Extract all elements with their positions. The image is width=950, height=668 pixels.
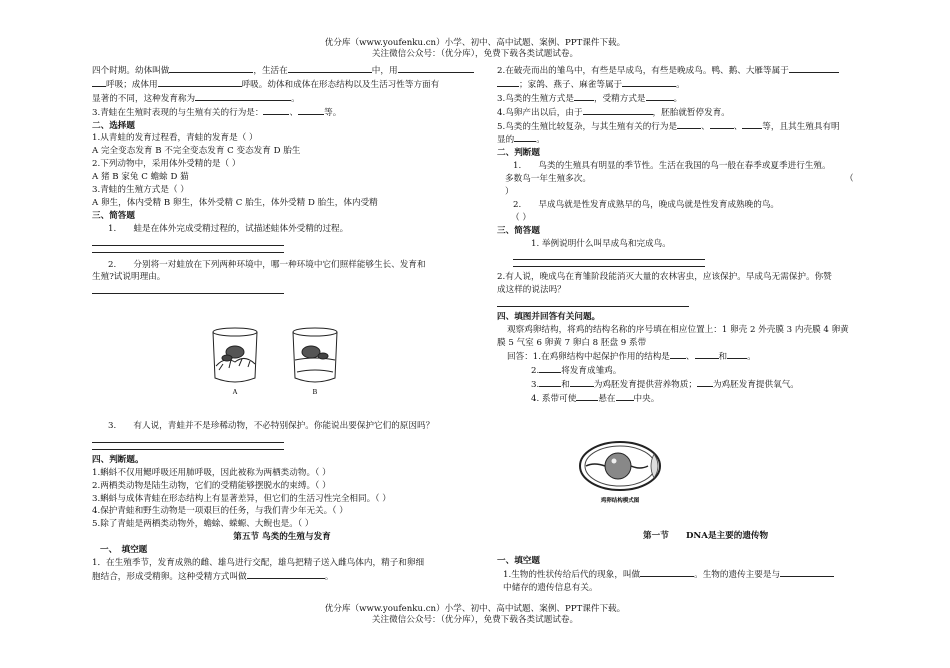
answer-line [92, 293, 284, 294]
section-title: 第五节 鸟类的生殖与发育 [233, 532, 331, 543]
header-line-2: 关注微信公众号：（优分库），免费下载各类试题试卷。 [371, 48, 579, 59]
section-heading: 四、填图并回答有关问题。 [497, 312, 601, 323]
frog-jar-figure [205, 326, 355, 394]
judgement-item: 2.两栖类动物是陆生动物，它们的受精能够摆脱水的束缚。（ ） [92, 480, 331, 491]
right-text-line: 4.鸟卵产出以后，由于 ，胚胎就暂停发育。 [497, 107, 730, 118]
judgement-item: 3.蝌蚪与成体青蛙在形态结构上有显著差异，但它们的生活习性完全相同。（ ） [92, 493, 391, 504]
header-line-1: 优分库（www.youfenku.cn）小学、初中、高中试题、案例、PPT课件下载。 [324, 38, 626, 48]
jar-b-label: B [312, 388, 318, 394]
question: 3. 有人说，青蛙并不是珍稀动物，不必特别保护。你能说出要保护它们的原因吗？ [108, 421, 435, 431]
question: 2. 分别将一对蛙放在下列两种环境中，哪一种环境中它们照样能够生长、发育和 [108, 259, 426, 270]
judgement-item: 5.除了青蛙是两栖类动物外，蟾蜍、蝾螈、大鲵也是。（ ） [92, 519, 314, 530]
egg-caption: 鸡卵结构模式图 [600, 498, 640, 504]
footer-line-1: 优分库（www.youfenku.cn）小学、初中、高中试题、案例、PPT课件下载。 [324, 604, 626, 614]
right-text-line: 中储存的遗传信息有关。 [503, 582, 598, 593]
left-text-line: 3.青蛙在生殖时表现的与生殖有关的行为是： 、 等。 [92, 107, 342, 118]
right-text-line: 3.鸟类的生殖方式是 ，受精方式是 。 [497, 93, 683, 104]
right-text-line: 观察鸡卵结构，将鸡的结构名称的序号填在相应位置上：1 卵壳 2 外壳膜 3 内壳膜 4 卵黄 [507, 325, 849, 336]
answer-line [92, 449, 284, 450]
question: 成这样的说法吗？ [497, 285, 566, 296]
section-heading: 一、 填空题 [100, 545, 148, 556]
right-column-lower [497, 530, 877, 595]
judgement-item: 2. 早成鸟就是性发育成熟早的鸟，晚成鸟就是性发育成熟晚的鸟。 [513, 199, 780, 210]
jar-a-label: A [232, 388, 238, 394]
left-text-line: 显著的不同，这种发育称为 。 [92, 93, 300, 104]
judgement-item: 4.保护青蛙和野生动物是一项艰巨的任务，与我们青少年无关。（ ） [92, 506, 348, 517]
judgement-paren: ） [505, 187, 514, 198]
section-heading: 三、简答题 [92, 210, 135, 221]
left-column [92, 64, 472, 298]
question: 3.青蛙的生殖方式是（ ） [92, 185, 189, 196]
right-text-line: ；家鸽、燕子、麻雀等属于 。 [497, 78, 877, 92]
section-title: 第一节 DNA是主要的遗传物 [643, 531, 769, 541]
egg-structure-figure [572, 436, 672, 508]
answer-line [92, 245, 284, 246]
left-text-line: 四个时期。幼体叫做 ，生活在 中，用 [92, 64, 472, 78]
answer-line [497, 306, 689, 307]
question-options: A 完全变态发育 B 不完全变态发育 C 变态发育 D 胎生 [92, 146, 301, 157]
judgement-item: 1. 鸟类的生殖具有明显的季节性。生活在我国的鸟一般在春季或夏季进行生殖。 [513, 161, 831, 172]
section-heading: 三、简答题 [497, 225, 540, 236]
question: 生殖?试说明理由。 [92, 272, 166, 283]
question: 2.下列动物中，采用体外受精的是（ ） [92, 159, 241, 170]
jar-b-icon [293, 328, 337, 382]
section-heading: 二、判断题 [497, 148, 540, 159]
left-column-lower [92, 420, 472, 584]
right-text-line: 5.鸟类的生殖比较复杂，与其生殖有关的行为是 、 、 等，且其生殖具有明 [497, 121, 840, 132]
left-text-line: 1．在生殖季节，发育成熟的雌、雄鸟进行交配，雄鸟把精子送入雌鸟体内，精子和卵细 [92, 558, 425, 569]
section-heading: 二、选择题 [92, 120, 135, 131]
page-footer [0, 604, 950, 625]
answer-line [513, 259, 705, 260]
right-text-line: 3. 和 为鸡胚发育提供营养物质； 为鸡胚发育提供氧气。 [531, 379, 799, 390]
judgement-item: 多数鸟一年生殖多次。 （ [505, 174, 854, 185]
right-text-line: 4. 系带可使 悬在 中央。 [531, 393, 660, 404]
right-text-line: 回答：1.在鸡卵结构中起保护作用的结构是 、 和 。 [507, 351, 756, 362]
judgement-item: 1.蝌蚪不仅用鳃呼吸还用肺呼吸，因此被称为两栖类动物。（ ） [92, 467, 331, 478]
right-column [497, 64, 877, 405]
left-text-line: 呼吸；成体用 呼吸。幼体和成体在形态结构以及生活习性等方面有 [92, 78, 472, 92]
question-options: A 猪 B 家兔 C 蟾蜍 D 猫 [92, 172, 189, 183]
question-options: A 卵生，体内受精 B 卵生，体外受精 C 胎生，体外受精 D 胎生，体内受精 [92, 197, 378, 208]
right-text-line: 膜 5 气室 6 卵黄 7 卵白 8 胚盘 9 系带 [497, 338, 647, 349]
answer-line [92, 252, 284, 253]
right-text-line: 显的 。 [497, 135, 545, 146]
answer-line [92, 442, 284, 443]
page-header [0, 38, 950, 59]
question: 1.从青蛙的发育过程看，青蛙的发育是（ ） [92, 133, 258, 144]
right-text-line: 2. 将发育成雏鸡。 [531, 365, 622, 376]
left-text-line: 胞结合，形成受精卵。这种受精方式叫做 。 [92, 571, 334, 582]
answer-line [513, 266, 705, 267]
section-heading: 一、填空题 [497, 555, 540, 566]
right-text-line: 2.在破壳而出的雏鸟中，有些是早成鸟，有些是晚成鸟。鸭、鹅、大雁等属于 [497, 64, 877, 78]
judgement-paren: （ ） [511, 212, 531, 223]
section-heading: 四、判断题。 [92, 454, 144, 465]
jar-a-icon [213, 328, 257, 382]
question: 1. 举例说明什么叫早成鸟和完成鸟。 [531, 238, 671, 249]
right-text-line: 1.生物的性状传给后代的现象，叫做 。生物的遗传主要是与 [497, 568, 877, 582]
egg-icon [580, 442, 660, 490]
question: 1. 蛙是在体外完成受精过程的，试描述蛙体外受精的过程。 [108, 223, 349, 234]
footer-line-2: 关注微信公众号：（优分库），免费下载各类试题试卷。 [371, 614, 579, 625]
question: 2.有人说，晚成鸟在育雏阶段能消灭大量的农林害虫，应该保护。早成鸟无需保护。你赞 [497, 272, 832, 283]
